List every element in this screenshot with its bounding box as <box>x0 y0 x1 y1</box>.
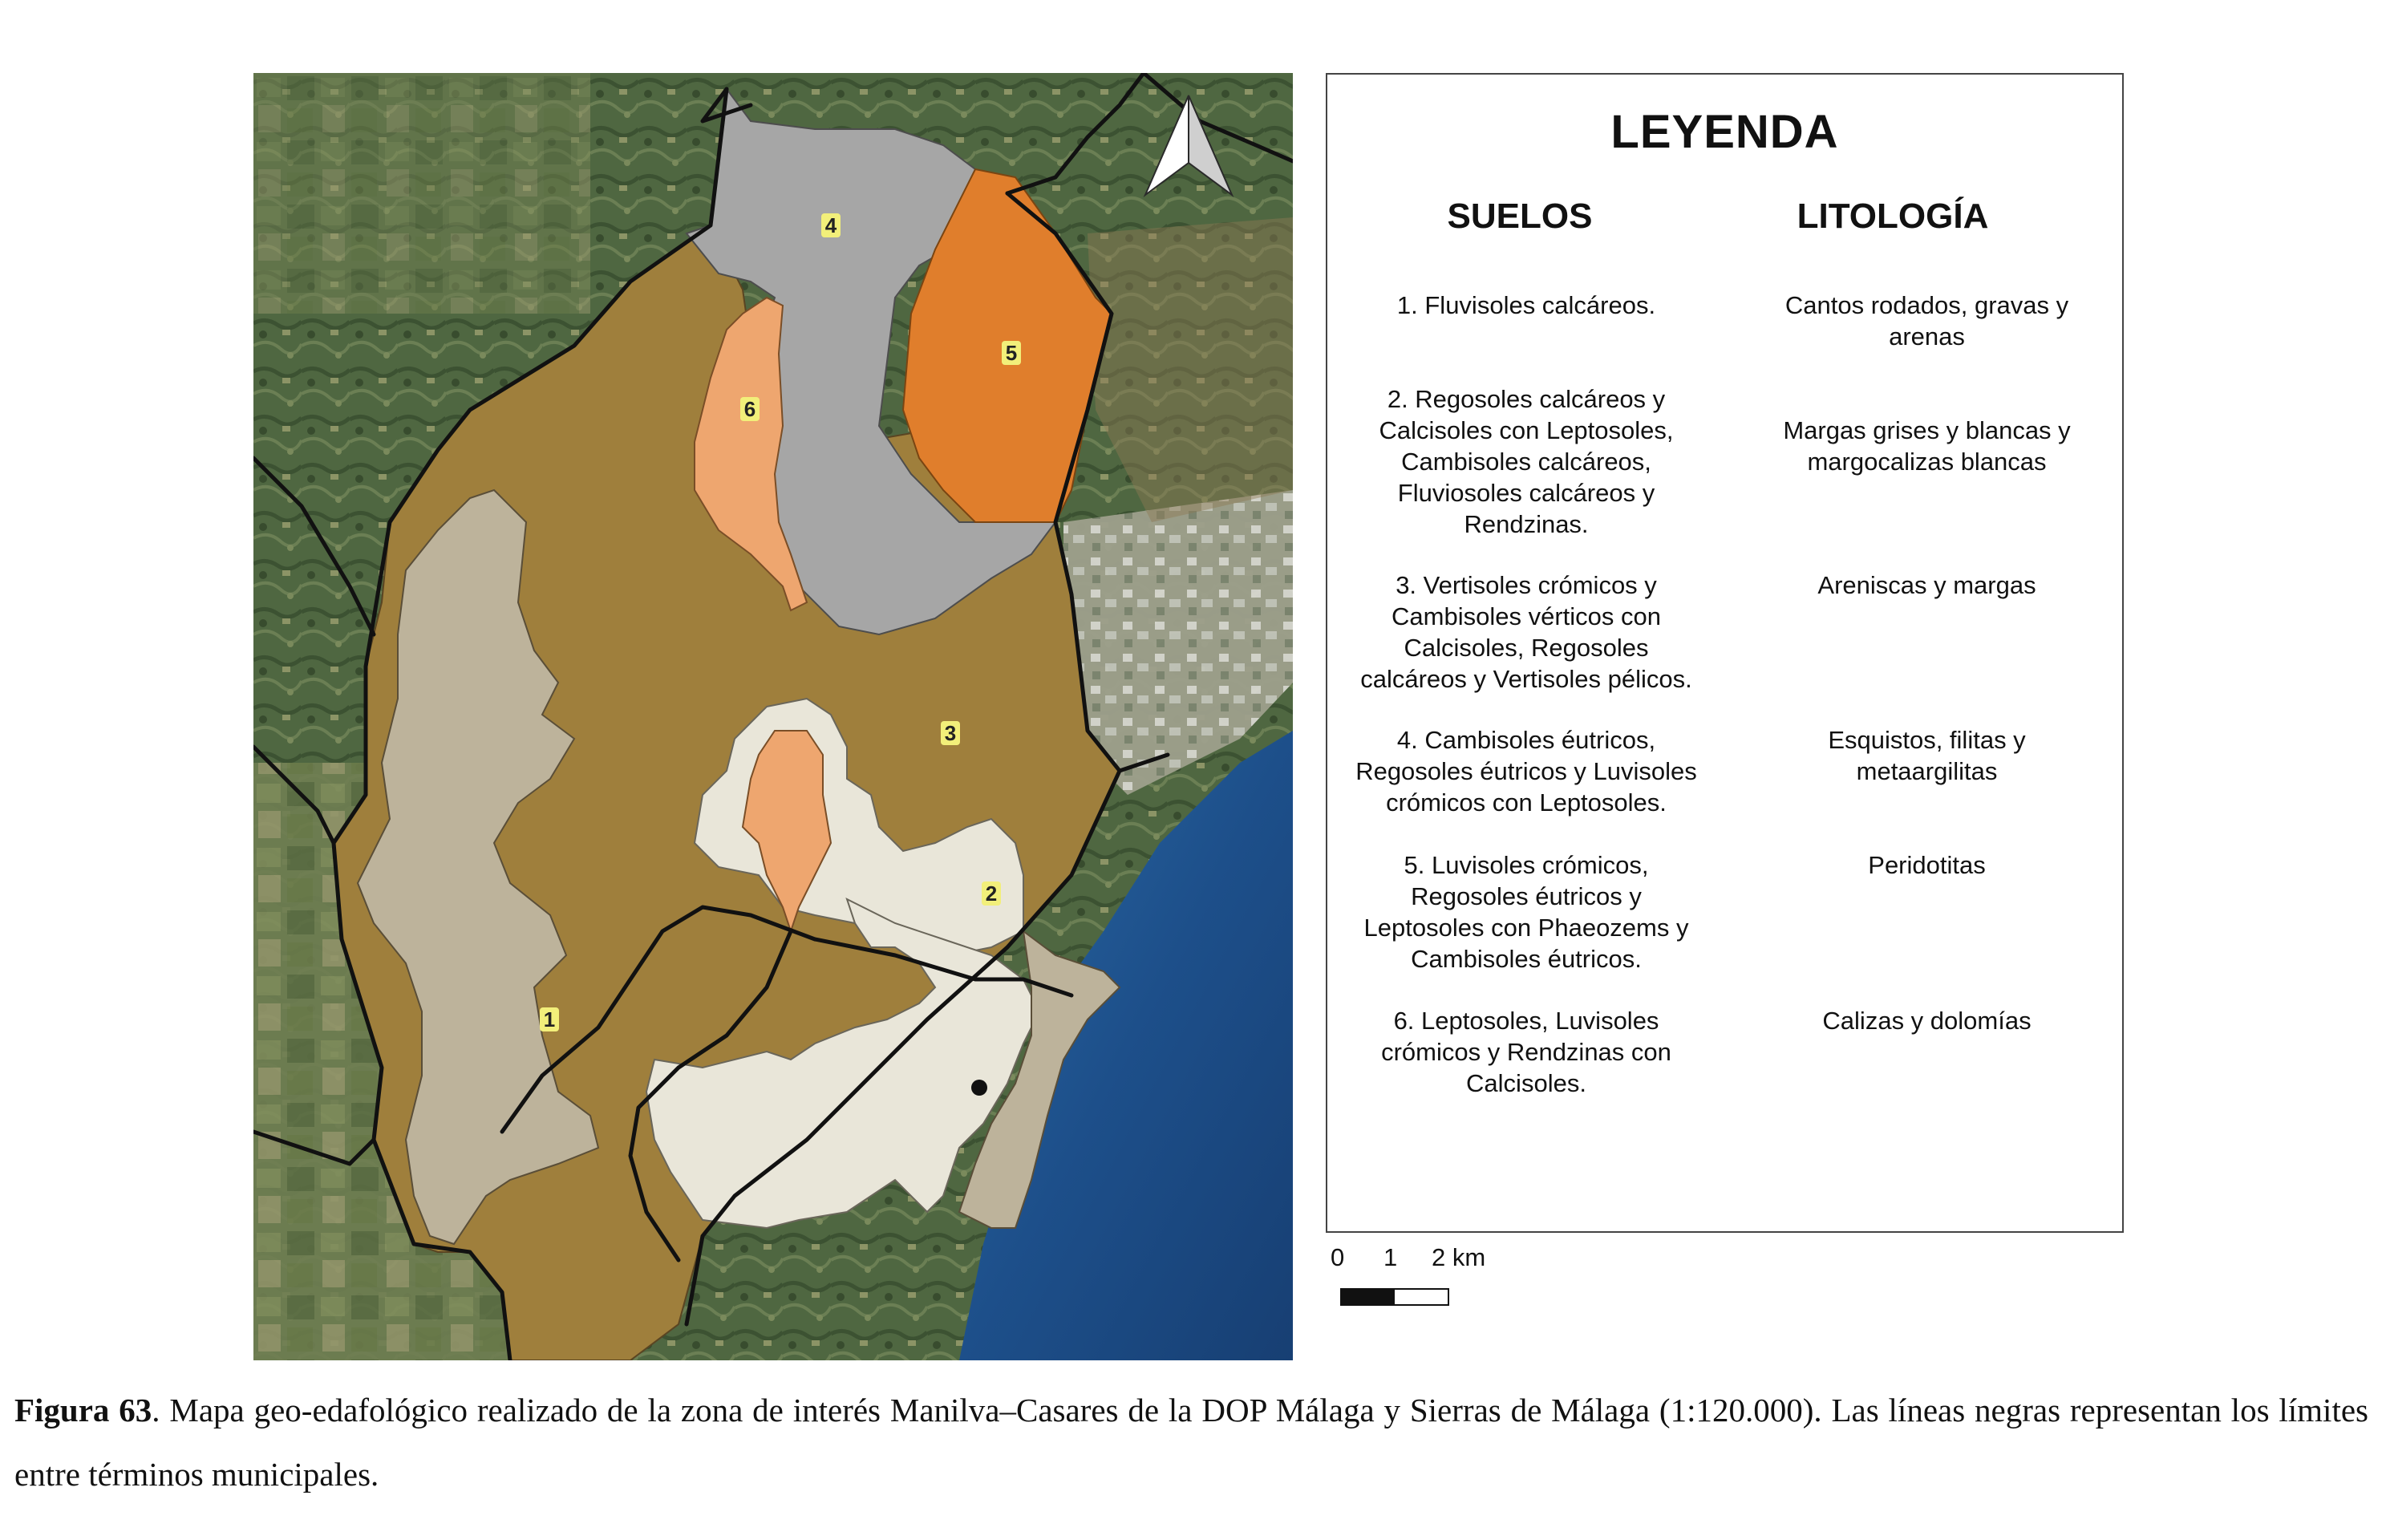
scale-bar-graphic <box>1340 1288 1449 1306</box>
svg-text:5: 5 <box>1005 341 1018 365</box>
text-line: Cambisoles calcáreos, <box>1401 448 1651 476</box>
zone-label-4 <box>821 213 841 237</box>
text-line: Regosoles éutricos y <box>1411 882 1642 910</box>
svg-text:6: 6 <box>743 397 756 421</box>
figure-caption <box>14 1378 2368 1506</box>
text-line: calcáreos y Vertisoles pélicos. <box>1360 665 1692 693</box>
text-line: 4. Cambisoles éutricos, <box>1396 726 1656 754</box>
zone-label-6 <box>740 397 760 421</box>
legend-lithology-text <box>1744 724 2109 787</box>
text-line: Cantos rodados, gravas y <box>1784 291 2069 319</box>
text-line: Rendzinas. <box>1464 510 1589 538</box>
scale-tick-0: 0 <box>1331 1243 1345 1271</box>
legend-column-soils-heading: SUELOS <box>1447 197 1593 236</box>
legend-lithology-text <box>1744 290 2109 352</box>
svg-text:2: 2 <box>985 881 998 906</box>
text-line: Calizas y dolomías <box>1822 1007 2032 1035</box>
legend-soil-text <box>1334 724 1719 818</box>
legend-lithology-text <box>1744 849 2109 881</box>
legend-title: LEYENDA <box>1610 106 1839 158</box>
text-line: Regosoles éutricos y Luvisoles <box>1355 757 1697 785</box>
legend-soil-text <box>1334 849 1719 975</box>
text-line: 6. Leptosoles, Luvisoles <box>1393 1007 1659 1035</box>
scale-tick-1: 1 <box>1383 1243 1398 1271</box>
text-line: crómicos y Rendzinas con <box>1381 1038 1671 1066</box>
boundary-marker <box>971 1080 987 1096</box>
legend-soil-text <box>1334 290 1719 321</box>
text-line: Leptosoles con Phaeozems y <box>1363 914 1689 942</box>
text-line: Calcisoles. <box>1466 1069 1586 1097</box>
geo-soil-map <box>253 73 1293 1360</box>
zone-label-2 <box>982 881 1001 906</box>
text-line: Esquistos, filitas y <box>1828 726 2026 754</box>
legend-soil-text <box>1334 383 1719 540</box>
text-line: 3. Vertisoles crómicos y <box>1396 571 1657 599</box>
legend-lithology-text <box>1744 415 2109 477</box>
text-line: Cambisoles éutricos. <box>1411 945 1642 973</box>
svg-text:3: 3 <box>944 721 957 745</box>
zone-label-3 <box>941 721 960 745</box>
zone-label-5 <box>1002 341 1021 365</box>
figure-caption-text: . Mapa geo-edafológico realizado de la zona de interés Manilva–Casares de la DOP Málaga y Sierras de Málaga (1:120.000). Las líneas negras representan los límites entre términos municipales. <box>14 1392 2368 1493</box>
zone-label-1 <box>540 1007 559 1031</box>
text-line: arenas <box>1889 322 1965 351</box>
text-line: 1. Fluvisoles calcáreos. <box>1396 291 1656 319</box>
svg-text:1: 1 <box>543 1007 556 1031</box>
text-line: 5. Luvisoles crómicos, <box>1404 851 1649 879</box>
text-line: metaargilitas <box>1856 757 1998 785</box>
legend-box <box>1326 73 2124 1233</box>
legend-soil-text <box>1334 569 1719 695</box>
figure-number: Figura 63 <box>14 1392 152 1429</box>
text-line: margocalizas blancas <box>1807 448 2047 476</box>
legend-lithology-text <box>1744 569 2109 601</box>
scale-segment-black <box>1342 1290 1395 1304</box>
text-line: Cambisoles vérticos con <box>1392 602 1661 630</box>
text-line: Calcisoles, Regosoles <box>1404 634 1649 662</box>
text-line: crómicos con Leptosoles. <box>1386 788 1667 817</box>
legend-column-lithology-heading: LITOLOGÍA <box>1797 197 1989 236</box>
legend-lithology-text <box>1744 1005 2109 1036</box>
text-line: Fluviosoles calcáreos y <box>1397 479 1655 507</box>
scale-tick-2: 2 km <box>1432 1243 1486 1271</box>
legend-soil-text <box>1334 1005 1719 1099</box>
text-line: 2. Regosoles calcáreos y <box>1387 385 1666 413</box>
text-line: Calcisoles con Leptosoles, <box>1379 416 1674 444</box>
text-line: Peridotitas <box>1868 851 1986 879</box>
farmland-area-north <box>253 73 590 314</box>
text-line: Margas grises y blancas y <box>1783 416 2071 444</box>
scale-bar <box>1326 1243 1518 1315</box>
svg-text:4: 4 <box>824 213 837 237</box>
scale-segment-white <box>1395 1290 1448 1304</box>
text-line: Areniscas y margas <box>1817 571 2036 599</box>
